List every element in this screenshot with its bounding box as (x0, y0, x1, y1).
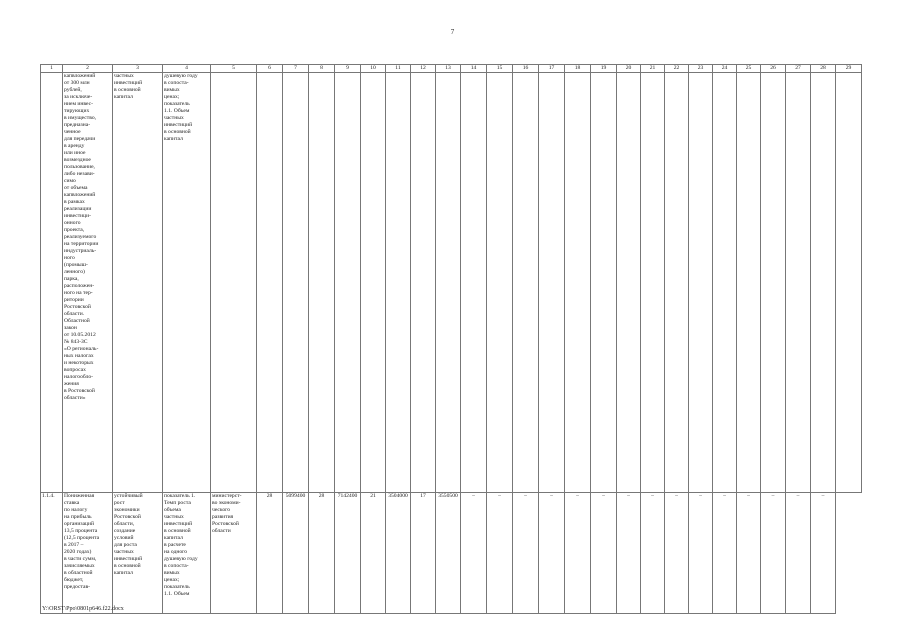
table-cell: – (617, 493, 641, 614)
table-cell (591, 73, 617, 493)
column-header: 18 (565, 65, 591, 73)
column-header: 7 (283, 65, 309, 73)
table-cell: устойчивый рост экономики Ростовской области, создание условий для роста частных инвестиций в основной капитал (113, 493, 163, 614)
column-header: 29 (836, 65, 862, 73)
table-cell (641, 73, 665, 493)
table-cell: – (565, 493, 591, 614)
column-header: 23 (689, 65, 713, 73)
column-header: 21 (641, 65, 665, 73)
table-cell (309, 73, 335, 493)
column-header: 20 (617, 65, 641, 73)
table-cell (836, 73, 862, 493)
table-cell (283, 73, 309, 493)
table-cell (565, 73, 591, 493)
table-cell: – (737, 493, 761, 614)
table-row (41, 73, 862, 493)
column-header: 10 (361, 65, 386, 73)
column-header: 4 (163, 65, 211, 73)
column-header: 13 (436, 65, 461, 73)
table-cell (257, 73, 283, 493)
column-header: 26 (761, 65, 786, 73)
column-header: 12 (411, 65, 436, 73)
table-cell (487, 73, 513, 493)
table-cell (737, 73, 761, 493)
table-cell: – (539, 493, 565, 614)
table-cell (786, 73, 811, 493)
column-header: 16 (513, 65, 539, 73)
table-cell: 3550500 (436, 493, 461, 614)
table-cell: 7142400 (335, 493, 361, 614)
table-cell: 3504000 (386, 493, 411, 614)
table-cell (689, 73, 713, 493)
table-cell (211, 73, 257, 493)
column-header: 15 (487, 65, 513, 73)
table-cell (665, 73, 689, 493)
table-cell: – (761, 493, 786, 614)
table-cell (41, 73, 63, 493)
table-cell: 1.1.4. (41, 493, 63, 614)
table-cell: душевую году в сопоста- вимых ценах; показатель 1.1. Объем частных инвестиций в основной капитал (163, 73, 211, 493)
table-cell: капвложений от 300 млн рублей, за исключе- нием инвес- тирующих в имущество, предназна- ченное для передачи в аренду или иное возмездное пользование, либо незави- симо от объема капвложений в рамках реализации инвестици- онного проекта, реализуемого на территории индустриаль- ного (промыш- ленного) парка, расположен- ного на тер- ритории Ростовской области. Областной закон от 10.05.2012 № 843-ЗС «О региональ- ных налогах и некоторых вопросах налогообло- жения в Ростовской области» (63, 73, 113, 493)
table-cell: – (513, 493, 539, 614)
table-cell: – (487, 493, 513, 614)
column-header: 28 (811, 65, 836, 73)
table-row (41, 493, 862, 614)
table-cell (761, 73, 786, 493)
table-cell (361, 73, 386, 493)
column-header: 11 (386, 65, 411, 73)
table-cell (386, 73, 411, 493)
column-header: 22 (665, 65, 689, 73)
table-cell (617, 73, 641, 493)
column-header: 8 (309, 65, 335, 73)
table-header-row (41, 65, 862, 73)
table-cell: – (591, 493, 617, 614)
document-table (40, 64, 862, 614)
table-cell: 17 (411, 493, 436, 614)
table-cell (335, 73, 361, 493)
column-header: 25 (737, 65, 761, 73)
table-cell: 28 (309, 493, 335, 614)
table-cell (411, 73, 436, 493)
table-cell: министерст- во экономи- ческого развития Ростовской области (211, 493, 257, 614)
table-cell: – (811, 493, 836, 614)
file-path-footer: Y:\ORST\Ppo\0801p646.f22.docx (42, 606, 124, 612)
table-cell: 5099400 (283, 493, 309, 614)
column-header: 3 (113, 65, 163, 73)
table-cell (436, 73, 461, 493)
table-cell (811, 73, 836, 493)
table-cell: – (786, 493, 811, 614)
table-cell: показатель 1. Темп роста объема частных инвестиций в основной капитал в расчете на одного душевую году в сопоста- вимых ценах; показатель 1.1. Объем (163, 493, 211, 614)
column-header: 24 (713, 65, 737, 73)
table-cell: – (713, 493, 737, 614)
table-cell: – (689, 493, 713, 614)
table-cell (513, 73, 539, 493)
table-cell (539, 73, 565, 493)
column-header: 19 (591, 65, 617, 73)
page-number: 7 (450, 28, 455, 36)
table-cell: – (461, 493, 487, 614)
table-cell (713, 73, 737, 493)
table-cell: частных инвестиций в основной капитал (113, 73, 163, 493)
table-cell: 28 (257, 493, 283, 614)
column-header: 2 (63, 65, 113, 73)
column-header: 17 (539, 65, 565, 73)
table-cell: Пониженная ставка по налогу на прибыль организаций 13,5 процента (12,5 процента в 2017 – 2020 годах) в части сумм, зачисляемых в областной бюджет, предостав- (63, 493, 113, 614)
table-cell: – (641, 493, 665, 614)
table-cell: 21 (361, 493, 386, 614)
column-header: 5 (211, 65, 257, 73)
column-header: 14 (461, 65, 487, 73)
table-cell: – (665, 493, 689, 614)
column-header: 27 (786, 65, 811, 73)
table-cell (461, 73, 487, 493)
column-header: 1 (41, 65, 63, 73)
column-header: 6 (257, 65, 283, 73)
column-header: 9 (335, 65, 361, 73)
